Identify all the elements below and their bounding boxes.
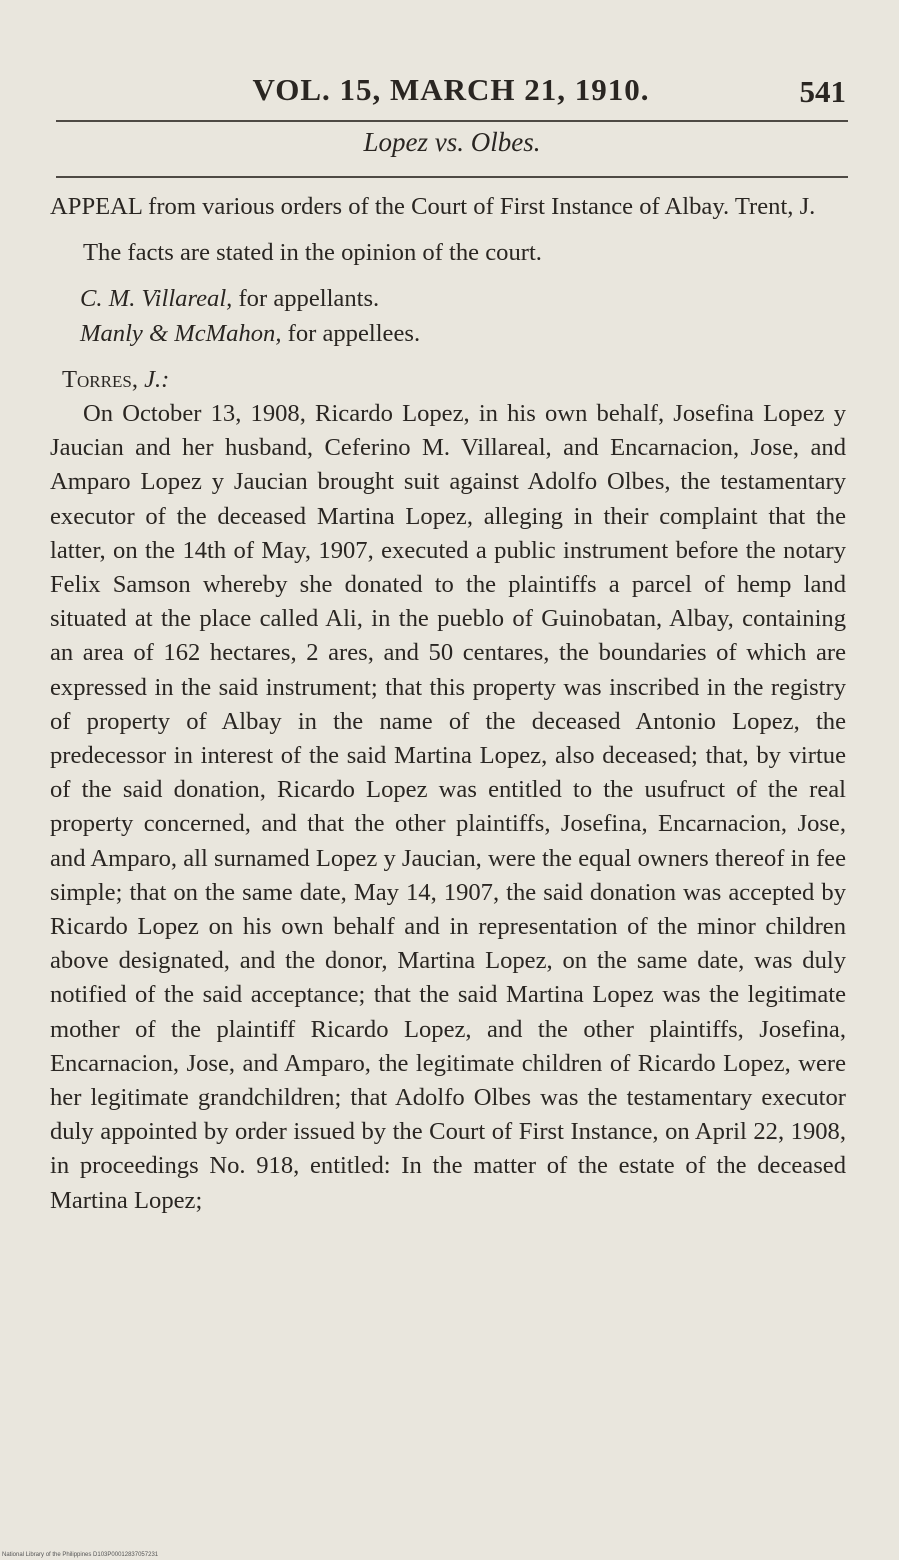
appeal-paragraph: APPEAL from various orders of the Court of First Instance of Albay. Trent, J. bbox=[50, 193, 816, 220]
justice-name: Torres, bbox=[62, 365, 138, 393]
running-head: VOL. 15, MARCH 21, 1910. bbox=[252, 72, 650, 107]
case-title: Lopez vs. Olbes. bbox=[363, 127, 541, 157]
justice-suffix: J.: bbox=[137, 365, 170, 393]
counsel-appellees-role: for appellees. bbox=[281, 319, 421, 347]
facts-statement: The facts are stated in the opinion of the court. bbox=[83, 239, 542, 267]
page-header bbox=[56, 66, 846, 118]
counsel-appellees bbox=[50, 317, 846, 351]
header-rule bbox=[56, 120, 848, 122]
counsel-appellants-name: C. M. Villareal, bbox=[80, 285, 233, 313]
counsel-appellants-role: for appellants. bbox=[232, 285, 380, 313]
counsel-appellees-name: Manly & McMahon, bbox=[80, 319, 282, 347]
body-text bbox=[50, 190, 846, 1218]
justice-signature bbox=[50, 363, 846, 397]
scan-credit: National Library of the Philippines D103P00012837057231 bbox=[2, 1552, 159, 1558]
page-number: 541 bbox=[799, 74, 846, 109]
opinion-paragraph: On October 13, 1908, Ricardo Lopez, in his own behalf, Josefina Lopez y Jaucian and her husband, Ceferino M. Villareal, and Encarnacion, Jose, and Amparo Lopez y Jaucian brought suit against Adolfo Olbes, the testamentary executor of the deceased Martina Lopez, alleging in their complaint that the latter, on the 14th of May, 1907, executed a public instrument before the notary Felix Samson whereby she donated to the plaintiffs a parcel of hemp land situated at the place called Ali, in the pueblo of Guinobatan, Albay, containing an area of 162 hectares, 2 ares, and 50 centares, the boundaries of which are expressed in the said instrument; that this property was inscribed in the registry of property of Albay in the name of the deceased Antonio Lopez, the predecessor in interest of the said Martina Lopez, also deceased; that, by virtue of the said donation, Ricardo Lopez was entitled to the usufruct of the real property concerned, and that the other plaintiffs, Josefina, Encarnacion, Jose, and Amparo, all surnamed Lopez y Jaucian, were the equal owners thereof in fee simple; that on the same date, May 14, 1907, the said donation was accepted by Ricardo Lopez on his own behalf and in representation of the minor children above designated, and the donor, Martina Lopez, on the same date, was duly notified of the said acceptance; that the said Martina Lopez was the legitimate mother of the plaintiff Ricardo Lopez, and the other plaintiffs, Josefina, Encarnacion, Jose, and Amparo, the legitimate children of Ricardo Lopez, were her legitimate grandchildren; that Adolfo Olbes was the testamentary executor duly appointed by order issued by the Court of First Instance, on April 22, 1908, in proceedings No. 918, entitled: In the matter of the estate of the deceased Martina Lopez; bbox=[50, 400, 846, 1214]
counsel-appellants bbox=[50, 282, 846, 316]
title-rule bbox=[56, 176, 848, 178]
